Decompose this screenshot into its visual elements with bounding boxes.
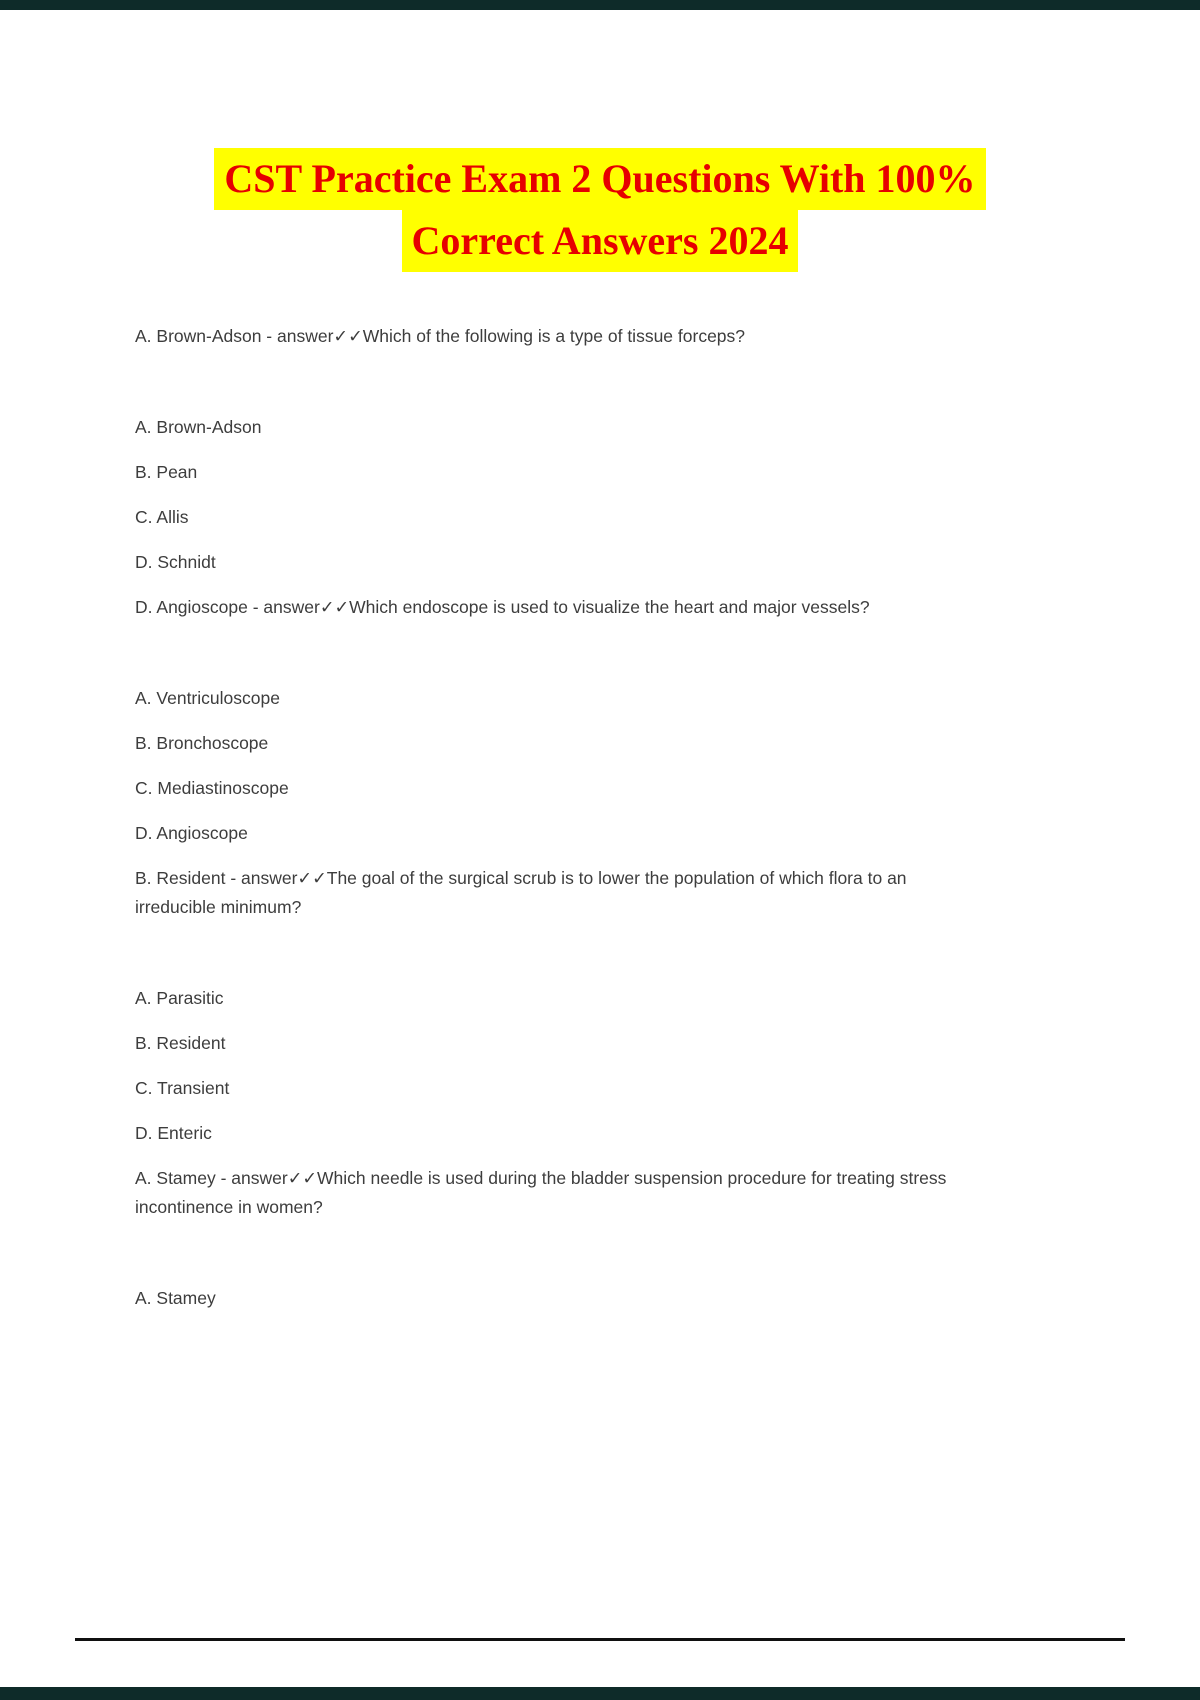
top-page-bar xyxy=(0,0,1200,10)
question-1-option-b: B. Pean xyxy=(135,462,198,482)
document-title-line-2 xyxy=(0,210,1200,272)
question-2-option-d: D. Angioscope xyxy=(135,823,248,843)
question-2: D. Angioscope - answer✓✓Which endoscope is used to visualize the heart and major vessels? xyxy=(135,597,870,617)
question-4-option-a: A. Stamey xyxy=(135,1288,216,1308)
question-1-option-a: A. Brown-Adson xyxy=(135,417,262,437)
document-body xyxy=(135,322,987,1313)
question-1-option-c: C. Allis xyxy=(135,507,189,527)
question-1: A. Brown-Adson - answer✓✓Which of the following is a type of tissue forceps? xyxy=(135,326,746,346)
document-title xyxy=(0,0,1200,272)
title-highlight-1: CST Practice Exam 2 Questions With 100% xyxy=(214,148,985,210)
question-3-option-d: D. Enteric xyxy=(135,1123,212,1143)
question-3-option-b: B. Resident xyxy=(135,1033,226,1053)
question-2-option-c: C. Mediastinoscope xyxy=(135,778,289,798)
title-highlight-2: Correct Answers 2024 xyxy=(402,210,799,272)
question-3: B. Resident - answer✓✓The goal of the surgical scrub is to lower the population of which flora to an irreducible minimum? xyxy=(135,868,907,917)
bottom-page-bar xyxy=(0,1687,1200,1700)
question-3-option-c: C. Transient xyxy=(135,1078,230,1098)
question-2-option-a: A. Ventriculoscope xyxy=(135,688,280,708)
question-3-option-a: A. Parasitic xyxy=(135,988,224,1008)
question-2-option-b: B. Bronchoscope xyxy=(135,733,269,753)
footer-divider-line xyxy=(75,1638,1125,1641)
question-4: A. Stamey - answer✓✓Which needle is used during the bladder suspension procedure for treating stress incontinence in women? xyxy=(135,1168,947,1217)
document-title-line-1 xyxy=(0,148,1200,210)
question-1-option-d: D. Schnidt xyxy=(135,552,216,572)
